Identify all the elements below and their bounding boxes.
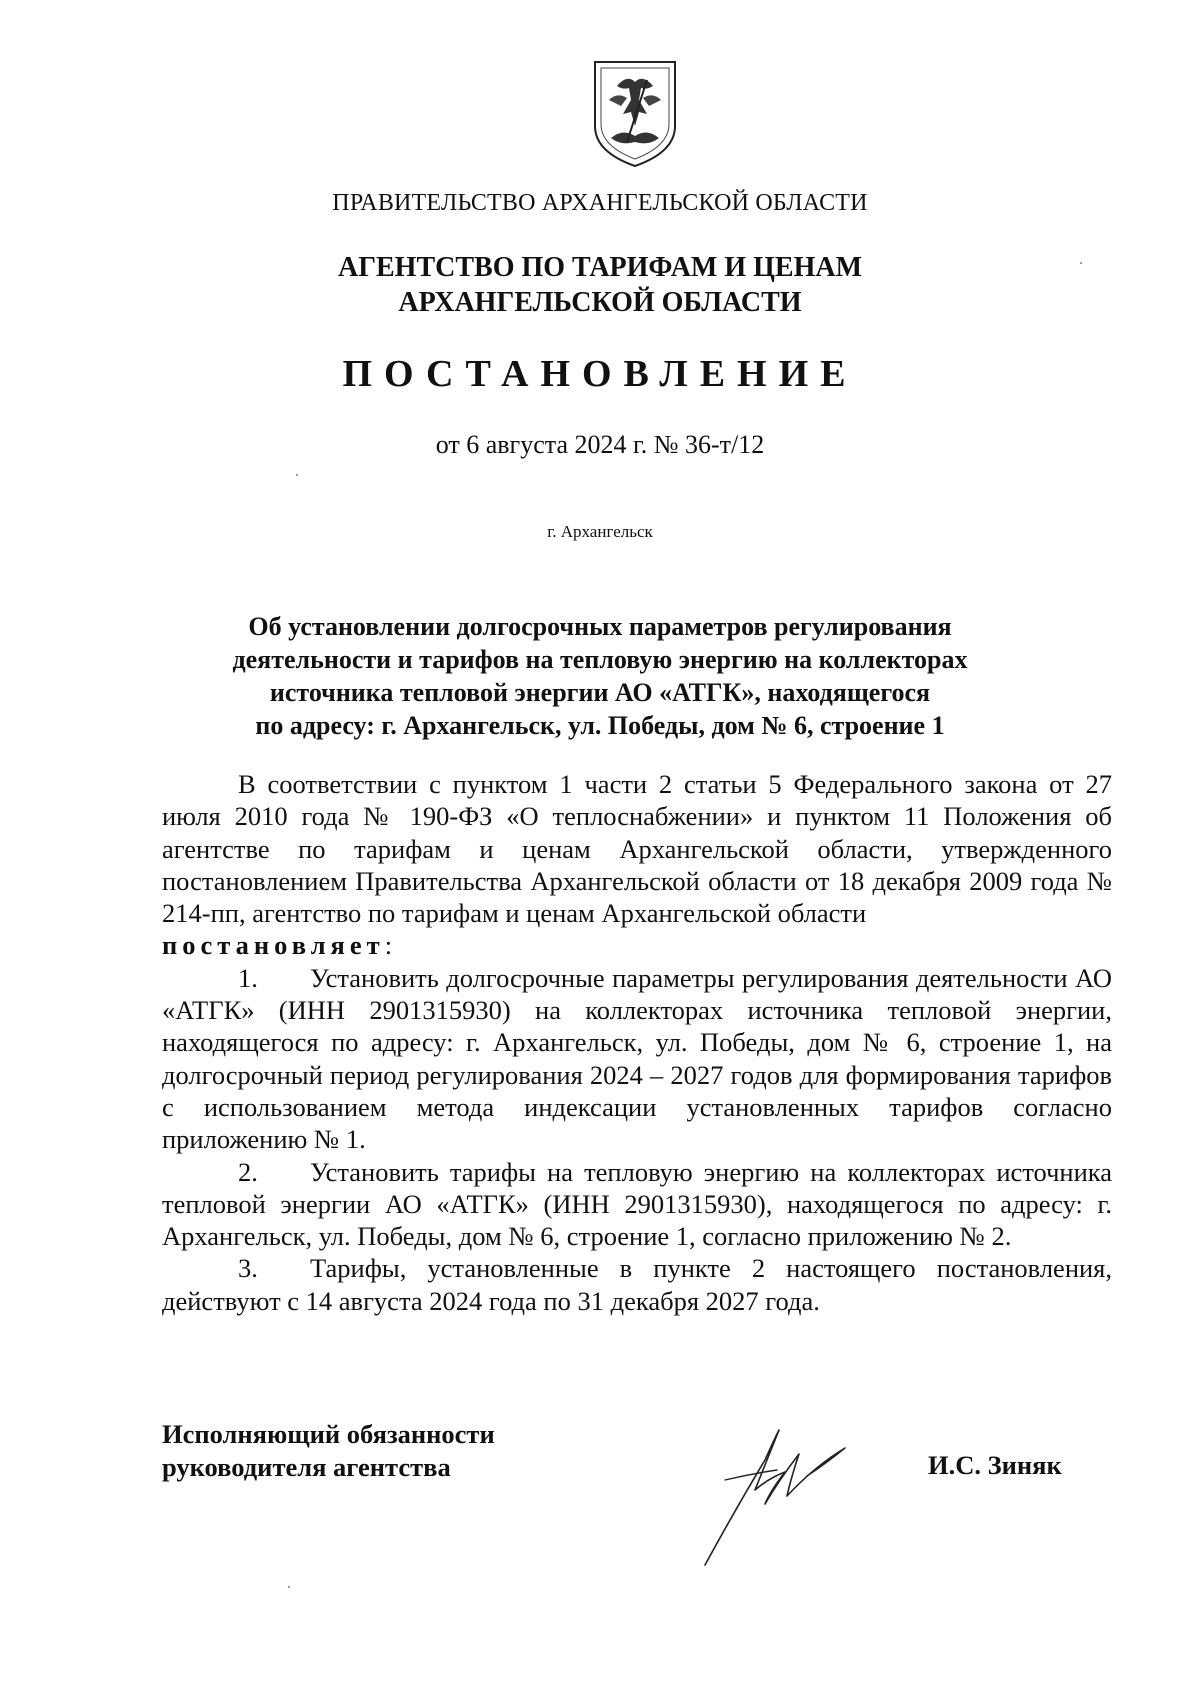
position-line-2: руководителя агентства [162, 1452, 451, 1482]
item-text: Тарифы, установленные в пункте 2 настоящего постановления, действуют с 14 августа 2024 года по 31 декабря 2027 года. [162, 1253, 1112, 1316]
item-text: Установить долгосрочные параметры регулирования деятельности АО «АТГК» (ИНН 2901315930) на коллекторах источника тепловой энергии, находящегося по адресу: г. Архангельск, ул. Победы, дом № 6, строение 1, на долгосрочный период регулирования 2024 – 2027 годов для формирования тарифов с использованием метода индексации установленных тарифов согласно приложению № 1. [162, 962, 1112, 1155]
title-line-2: деятельности и тарифов на тепловую энергию на коллекторах [232, 645, 968, 674]
scan-speck [296, 474, 298, 476]
title-line-1: Об установлении долгосрочных параметров регулирования [248, 612, 952, 641]
signatory-name: И.С. Зиняк [928, 1450, 1062, 1480]
item-number: 2. [238, 1156, 258, 1187]
item-text: Установить тарифы на тепловую энергию на коллекторах источника тепловой энергии АО «АТГК» (ИНН 2901315930), находящегося по адресу: г. Архангельск, ул. Победы, дом № 6, строение 1, согласно приложению № 2. [162, 1156, 1112, 1252]
document-city: г. Архангельск [547, 522, 653, 541]
agency-name [0, 250, 1200, 320]
scan-speck [1080, 262, 1082, 264]
scan-speck [288, 1586, 290, 1588]
handwritten-signature [695, 1420, 865, 1570]
item-number: 1. [238, 962, 258, 993]
agency-name-line-2: АРХАНГЕЛЬСКОЙ ОБЛАСТИ [398, 287, 802, 318]
title-line-3: источника тепловой энергии АО «АТГК», находящегося [269, 678, 931, 707]
list-item [162, 1252, 1112, 1317]
list-item [162, 1156, 1112, 1253]
government-name: ПРАВИТЕЛЬСТВО АРХАНГЕЛЬСКОЙ ОБЛАСТИ [332, 190, 868, 216]
position-line-1: Исполняющий обязанности [162, 1419, 495, 1449]
list-item [162, 962, 1112, 1156]
resolves-colon: : [384, 930, 393, 961]
coat-of-arms-icon [587, 56, 683, 168]
agency-name-line-1: АГЕНТСТВО ПО ТАРИФАМ И ЦЕНАМ [337, 252, 863, 283]
document-date-number: от 6 августа 2024 г. № 36-т/12 [435, 430, 765, 459]
signatory-position [162, 1418, 495, 1484]
title-line-4: по адресу: г. Архангельск, ул. Победы, дом № 6, строение 1 [255, 711, 945, 740]
item-number: 3. [238, 1253, 258, 1284]
resolves-word: постановляет [162, 930, 385, 961]
preamble-text: В соответствии с пунктом 1 части 2 статьи 5 Федерального закона от 27 июля 2010 года № 190-ФЗ «О теплоснабжении» и пунктом 11 Положения об агентстве по тарифам и ценам Архангельской области, утвержденного постановлением Правительства Архангельской области от 18 декабря 2009 года № 214-пп, агентство по тарифам и ценам Архангельской области [162, 769, 1112, 929]
preamble-paragraph [162, 768, 1112, 962]
document-type: ПОСТАНОВЛЕНИЕ [342, 353, 858, 395]
document-title [0, 610, 1200, 742]
document-body [162, 768, 1112, 1317]
